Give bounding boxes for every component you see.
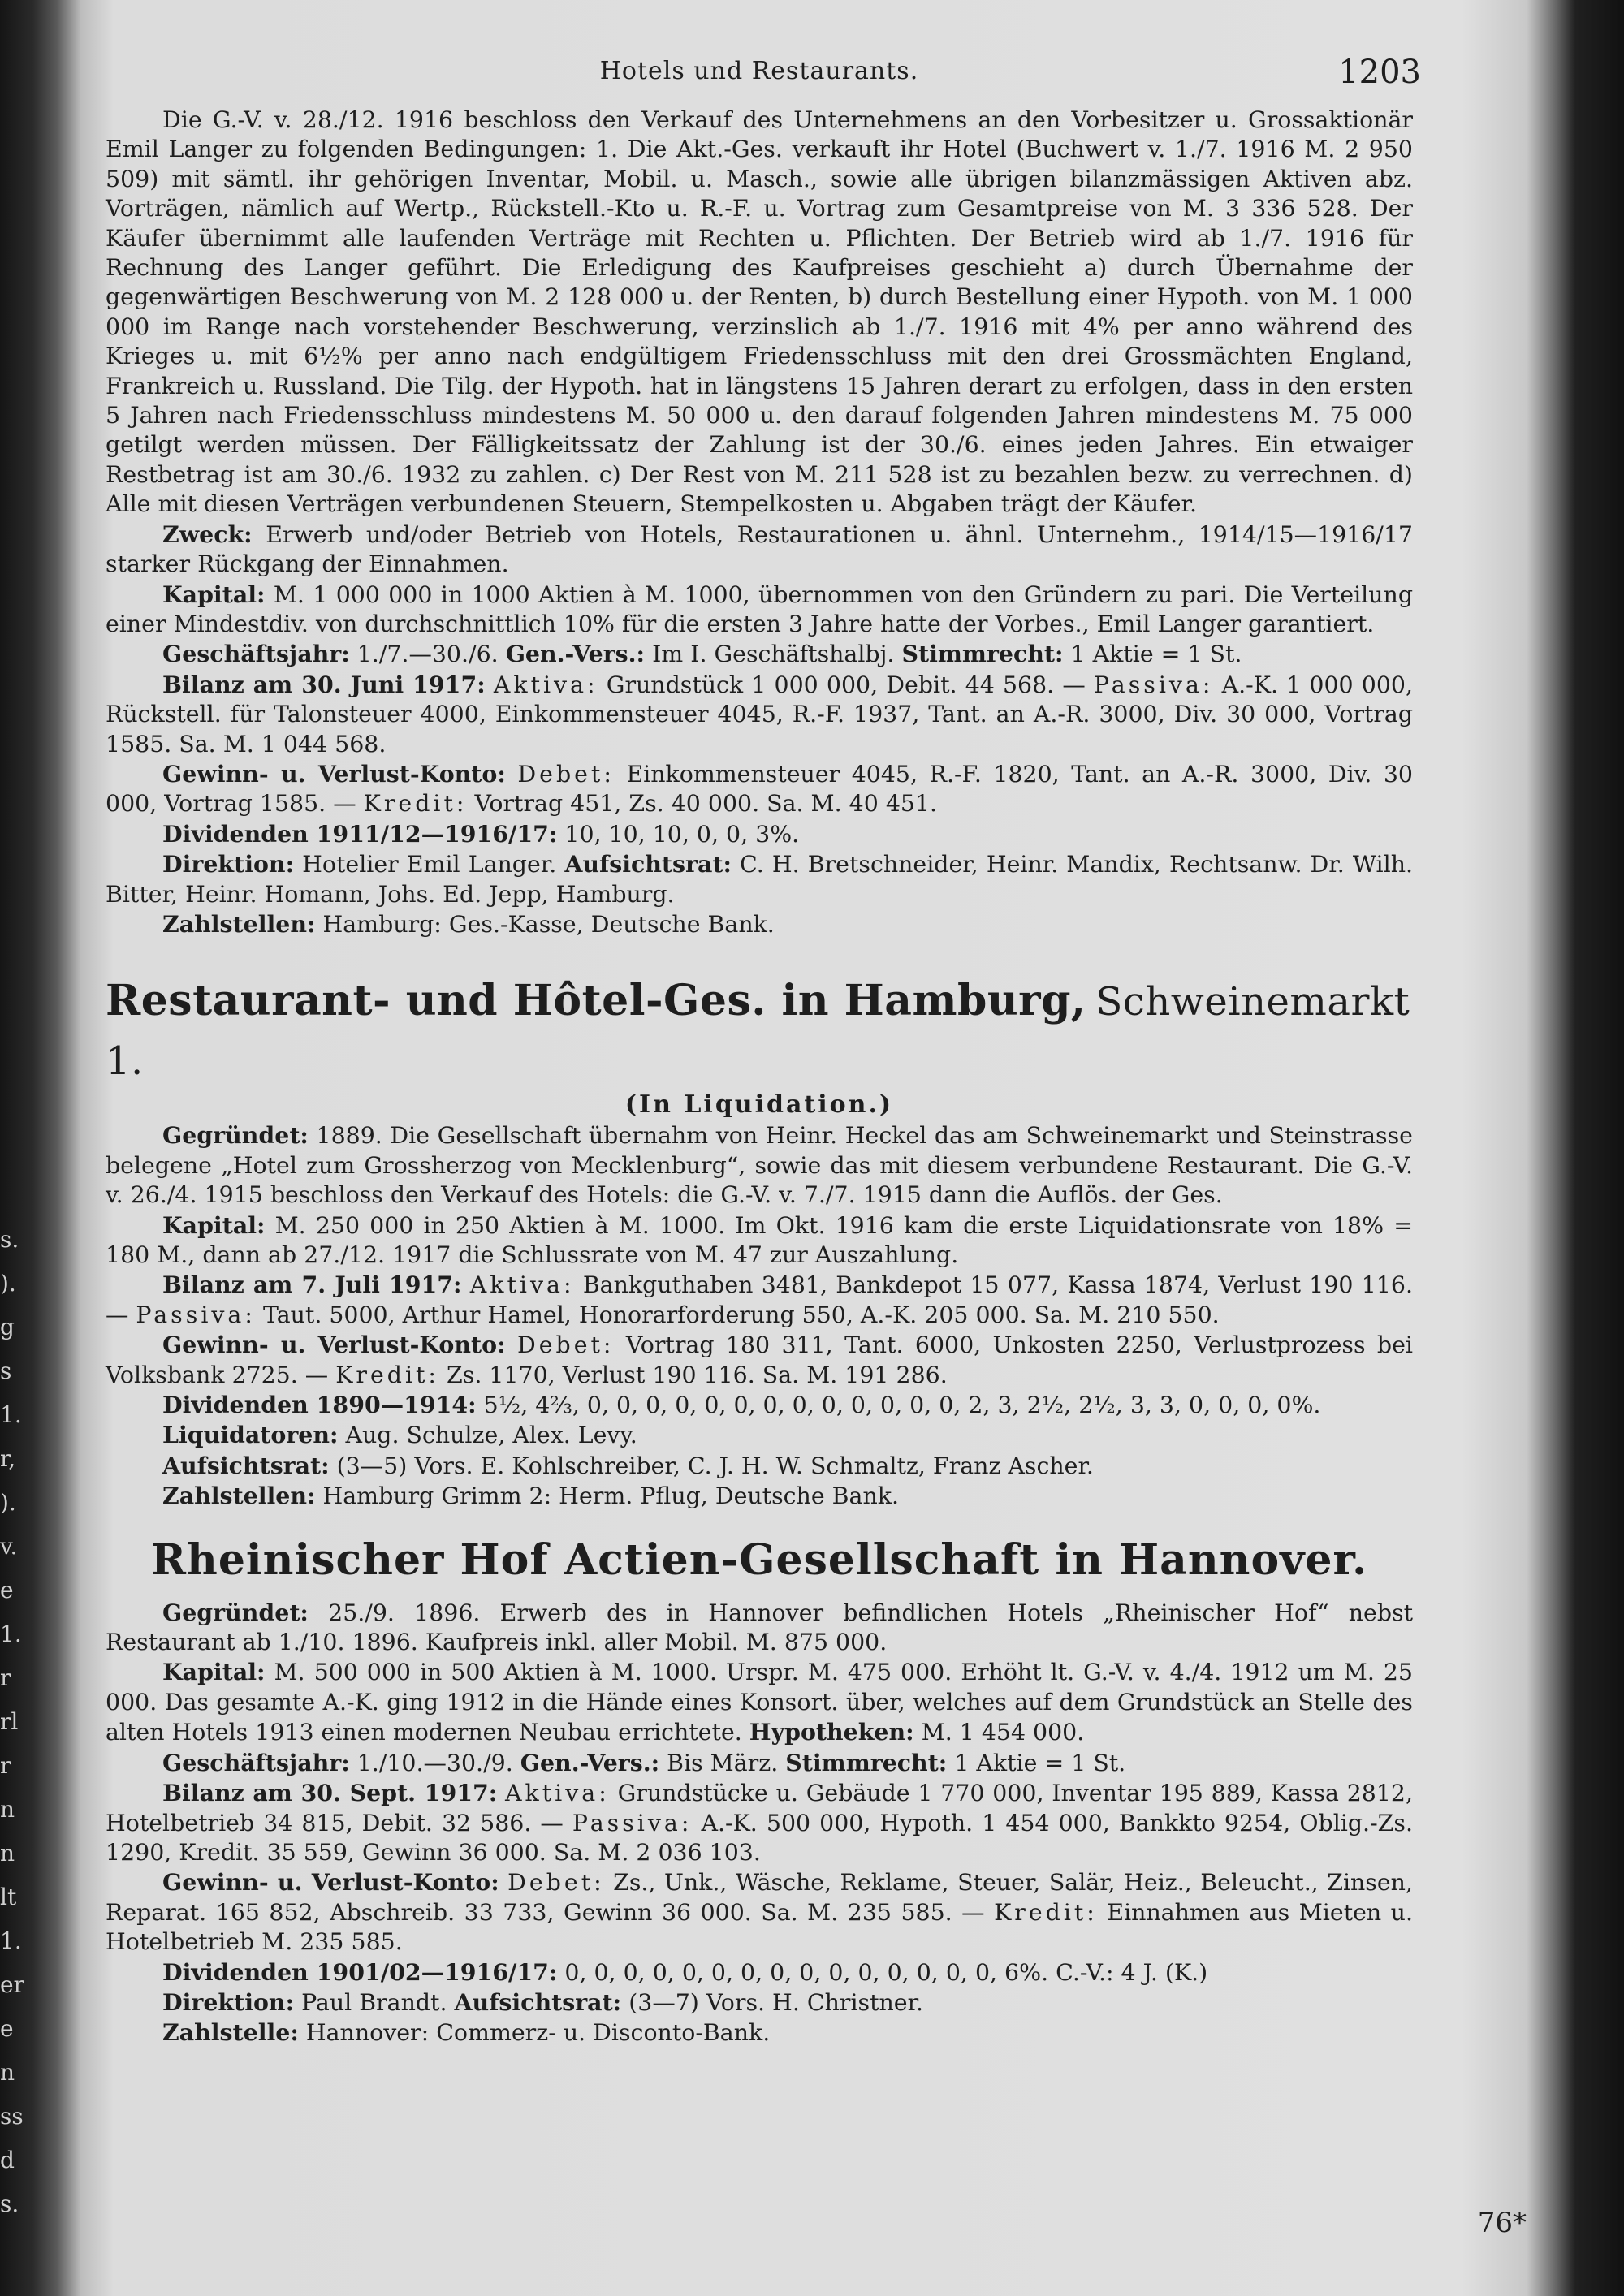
passiva-text: A.-K. 1 000 000, Rückstell. für Talonsteuer 4000, Einkommensteuer 4045, R.-F. 1937, Tant. an A.-R. 3000, Div. 30 000, Vortrag 1585. Sa. M. 1 044 568. (106, 671, 1413, 757)
gv-text: Bis März. (667, 1749, 779, 1776)
kapital-label: Kapital: (162, 1658, 266, 1686)
margin-fragment: s. (0, 2190, 19, 2217)
section1-zahlstellen (106, 909, 1413, 939)
margin-fragment: d (0, 2147, 15, 2173)
debet-text: Zs., Unk., Wäsche, Reklame, Steuer, Salär, Heiz., Beleucht., Zinsen, Reparat. 165 852, Abschreib. 33 733, Gewinn 36 000. Sa. M. 235 585. — (106, 1869, 1413, 1926)
aktiva-text: Grundstücke u. Gebäude 1 770 000, Inventar 195 889, Kassa 2812, Hotelbetrieb 34 815, Debit. 32 586. — (106, 1780, 1413, 1836)
bilanz-label: Bilanz am 30. Sept. 1917: (162, 1779, 498, 1807)
ar-label: Aufsichtsrat: (564, 850, 732, 878)
margin-fragment: 1. (0, 1621, 22, 1647)
section2-title (106, 972, 1413, 1090)
gegr-text: 1889. Die Gesellschaft übernahm von Heinr. Heckel das am Schweinemarkt und Steinstrasse belegene „Hotel zum Grossherzog von Mecklenburg“, sowie das mit diesem verbundene Restaurant. Die G.-V. v. 26./4. 1915 beschloss den Verkauf des Hotels: die G.-V. v. 7./7. 1915 dann die Auflös. der Ges. (106, 1122, 1413, 1209)
gj-label: Geschäftsjahr: (162, 640, 350, 668)
margin-fragment: e (0, 2015, 14, 2042)
gegr-label: Gegründet: (162, 1598, 309, 1626)
aktiva-text: Bankguthaben 3481, Bankdepot 15 077, Kassa 1874, Verlust 190 116. — (106, 1271, 1413, 1328)
gv-label: Gen.-Vers.: (520, 1748, 660, 1776)
bilanz-label: Bilanz am 30. Juni 1917: (162, 670, 486, 698)
kapital-label: Kapital: (162, 1211, 266, 1239)
gv-label: Gen.-Vers.: (505, 640, 646, 668)
guv-label: Gewinn- u. Verlust-Konto: (162, 759, 506, 788)
margin-fragment: r (0, 1664, 11, 1691)
stimm-label: Stimmrecht: (901, 640, 1064, 668)
ar-label: Aufsichtsrat: (162, 1451, 330, 1479)
liq-text: Aug. Schulze, Alex. Levy. (345, 1422, 637, 1449)
kredit-text: Vortrag 451, Zs. 40 000. Sa. M. 40 451. (474, 790, 938, 818)
margin-fragment: ). (0, 1270, 16, 1297)
hyp-label: Hypotheken: (749, 1718, 914, 1746)
kapital-text: M. 1 000 000 in 1000 Aktien à M. 1000, übernommen von den Gründern zu pari. Die Verteilung einer Mindestdiv. von durchschnittlich 10% für die ersten 3 Jahre hatte der Vorbes., Emil Langer garantiert. (106, 580, 1413, 637)
zweck-text: Erwerb und/oder Betrieb von Hotels, Restaurationen u. ähnl. Unternehm., 1914/15—1916/17 starker Rückgang der Einnahmen. (106, 520, 1413, 578)
direktion-text: Hotelier Emil Langer. (302, 851, 557, 878)
div-label: Dividenden 1890—1914: (162, 1391, 477, 1419)
direktion-text: Paul Brandt. (301, 1988, 447, 2016)
passiva-text: A.-K. 500 000, Hypoth. 1 454 000, Bankkto 9254, Oblig.-Zs. 1290, Kredit. 35 559, Gewinn 36 000. Sa. M. 2 036 103. (106, 1809, 1413, 1866)
passiva-text: Taut. 5000, Arthur Hamel, Honorarforderung 550, A.-K. 205 000. Sa. M. 210 550. (262, 1301, 1220, 1328)
ar-label: Aufsichtsrat: (454, 1987, 622, 2016)
section3-bilanz (106, 1778, 1413, 1867)
direktion-label: Direktion: (162, 850, 295, 878)
section2-subtitle: (In Liquidation.) (624, 1090, 894, 1120)
signature-mark: 76* (1477, 2207, 1527, 2239)
gj-text: 1./10.—30./9. (356, 1749, 513, 1776)
zahl-text: Hamburg Grimm 2: Herm. Pflug, Deutsche Bank. (322, 1482, 899, 1510)
passiva-label: Passiva: (136, 1301, 256, 1328)
margin-fragment: lt (0, 1884, 17, 1910)
gegr-label: Gegründet: (162, 1121, 309, 1150)
margin-fragment: r (0, 1752, 11, 1779)
aktiva-label: Aktiva: (505, 1780, 610, 1807)
gj-text: 1./7.—30./6. (356, 641, 499, 668)
hyp-text: M. 1 454 000. (921, 1719, 1085, 1746)
gegr-text: 25./9. 1896. Erwerb des in Hannover befindlichen Hotels „Rheinischer Hof“ nebst Restaurant ab 1./10. 1896. Kaufpreis inkl. aller Mobil. M. 875 000. (106, 1599, 1413, 1656)
section1-geschaeftsjahr (106, 639, 1413, 669)
margin-fragment: ss (0, 2103, 24, 2130)
kredit-label: Kredit: (363, 790, 468, 818)
section1-direktion (106, 849, 1413, 909)
ar-text: C. H. Bretschneider, Heinr. Mandix, Rechtsanw. Dr. Wilh. Bitter, Heinr. Homann, Johs. Ed. Jepp, Hamburg. (106, 851, 1414, 908)
div-label: Dividenden 1911/12—1916/17: (162, 819, 558, 848)
kapital-label: Kapital: (162, 580, 266, 608)
passiva-label: Passiva: (1093, 671, 1214, 698)
div-text: 5½, 4⅔, 0, 0, 0, 0, 0, 0, 0, 0, 0, 0, 0, 0, 0, 2, 3, 2½, 2½, 3, 3, 0, 0, 0, 0%. (483, 1392, 1321, 1419)
company-address: Schweinemarkt 1. (106, 979, 1410, 1085)
section1-bilanz (106, 670, 1413, 759)
passiva-label: Passiva: (572, 1809, 693, 1836)
section1-dividenden (106, 819, 1413, 849)
section3-dividenden (106, 1957, 1413, 1987)
section2-bilanz (106, 1270, 1413, 1330)
section1-intro: Die G.-V. v. 28./12. 1916 beschloss den Verkauf des Unternehmens an den Vorbesitzer u. Grossaktionär Emil Langer zu folgenden Bedingungen: 1. Die Akt.-Ges. verkauft ihr Hotel (Buchwert v. 1./7. 1916 M. 2 950 509) mit sämtl. ihr gehörigen Inventar, Mobil. u. Masch., sowie alle übrigen bilanzmässigen Aktiven abz. Vorträgen, nämlich auf Wertp., Rückstell.-Kto u. R.-F. u. Vortrag zum Gesamtpreise von M. 3 336 528. Der Käufer übernimmt alle laufenden Verträge mit Rechten u. Pflichten. Der Betrieb wird ab 1./7. 1916 für Rechnung des Langer geführt. Die Erledigung des Kaufpreises geschieht a) durch Übernahme der gegenwärtigen Beschwerung von M. 2 128 000 u. der Renten, b) durch Bestellung einer Hypoth. von M. 1 000 000 im Range nach vorstehender Beschwerung, verzinslich ab 1./7. 1916 mit 4% per anno während des Krieges u. mit 6½% per anno nach endgültigem Friedensschluss mit den drei Grossmächten England, Frankreich u. Russland. Die Tilg. der Hypoth. hat in längstens 15 Jahren derart zu erfolgen, dass in den ersten 5 Jahren nach Friedensschluss mindestens M. 50 000 u. den darauf folgenden Jahren mindestens M. 75 000 getilgt werden müssen. Der Fälligkeitssatz der Zahlung ist der 30./6. eines jeden Jahres. Ein etwaiger Restbetrag ist am 30./6. 1932 zu zahlen. c) Der Rest von M. 211 528 ist zu bezahlen bezw. zu verrechnen. d) Alle mit diesen Verträgen verbundenen Steuern, Stempelkosten u. Abgaben trägt der Käufer. (106, 106, 1413, 518)
debet-text: Einkommensteuer 4045, R.-F. 1820, Tant. an A.-R. 3000, Div. 30 000, Vortrag 1585. — (106, 760, 1413, 818)
kredit-text: Einnahmen aus Mieten u. Hotelbetrieb M. 235 585. (106, 1898, 1413, 1956)
section1-zweck (106, 520, 1413, 580)
margin-fragment: g (0, 1314, 15, 1340)
zahl-label: Zahlstellen: (162, 1482, 316, 1510)
stimm-text: 1 Aktie = 1 St. (954, 1749, 1126, 1776)
section3-zahlstelle (106, 2018, 1413, 2048)
section1-kapital (106, 580, 1413, 640)
ar-text: (3—7) Vors. H. Christner. (628, 1988, 924, 2016)
ar-text: (3—5) Vors. E. Kohlschreiber, C. J. H. W. Schmaltz, Franz Ascher. (336, 1452, 1094, 1479)
section3-kapital (106, 1657, 1413, 1747)
page-number: 1203 (1338, 54, 1421, 91)
section3-direktion (106, 1987, 1413, 2018)
gv-text: Im I. Geschäftshalbj. (652, 641, 895, 668)
section2-aufsichtsrat (106, 1451, 1413, 1481)
section2-dividenden (106, 1390, 1413, 1420)
running-head (106, 49, 1421, 106)
kapital-text: M. 500 000 in 500 Aktien à M. 1000. Urspr. M. 475 000. Erhöht lt. G.-V. v. 4./4. 1912 um M. 25 000. Das gesamte A.-K. ging 1912 in die Hände eines Konsort. über, welches auf dem Grundstück an Stelle des alten Hotels 1913 einen modernen Neubau errichtete. (106, 1659, 1413, 1746)
zahl-label: Zahlstellen: (162, 909, 316, 938)
aktiva-text: Grundstück 1 000 000, Debit. 44 568. — (606, 671, 1086, 698)
section2-guv (106, 1330, 1413, 1390)
zweck-label: Zweck: (162, 520, 253, 548)
div-label: Dividenden 1901/02—1916/17: (162, 1957, 558, 1986)
section2-kapital (106, 1211, 1413, 1271)
margin-fragment: s (0, 1357, 12, 1384)
margin-fragment: 1. (0, 1927, 22, 1954)
stimm-label: Stimmrecht: (785, 1748, 948, 1776)
company-name: Restaurant- und Hôtel-Ges. in Hamburg, (106, 976, 1086, 1026)
margin-fragment: r, (0, 1445, 16, 1472)
section3-gegruendet (106, 1598, 1413, 1658)
debet-label: Debet: (516, 1331, 615, 1359)
document-page (106, 49, 1421, 2273)
guv-label: Gewinn- u. Verlust-Konto: (162, 1868, 499, 1897)
section1-guv (106, 759, 1413, 819)
margin-fragment: rl (0, 1708, 19, 1735)
div-text: 0, 0, 0, 0, 0, 0, 0, 0, 0, 0, 0, 0, 0, 0, 0, 6%. C.-V.: 4 J. (K.) (564, 1958, 1208, 1986)
margin-fragment: n (0, 1840, 15, 1867)
section3-title: Rheinischer Hof Actien-Gesellschaft in Hannover. (150, 1534, 1368, 1585)
stimm-text: 1 Aktie = 1 St. (1070, 641, 1242, 668)
gj-label: Geschäftsjahr: (162, 1748, 350, 1776)
margin-fragment: n (0, 2059, 15, 2086)
zahl-text: Hamburg: Ges.-Kasse, Deutsche Bank. (322, 910, 775, 938)
kredit-label: Kredit: (994, 1898, 1098, 1926)
debet-label: Debet: (517, 760, 615, 788)
aktiva-label: Aktiva: (469, 1271, 575, 1299)
kredit-label: Kredit: (335, 1361, 439, 1388)
liq-label: Liquidatoren: (162, 1421, 339, 1449)
aktiva-label: Aktiva: (493, 671, 598, 698)
kredit-text: Zs. 1170, Verlust 190 116. Sa. M. 191 286. (447, 1361, 948, 1388)
section2-liquidatoren (106, 1420, 1413, 1450)
guv-label: Gewinn- u. Verlust-Konto: (162, 1331, 506, 1359)
bilanz-label: Bilanz am 7. Juli 1917: (162, 1271, 462, 1299)
zahl-label: Zahlstelle: (162, 2018, 299, 2047)
margin-fragment: v. (0, 1533, 18, 1560)
margin-fragment: 1. (0, 1401, 22, 1428)
margin-fragment: er (0, 1971, 24, 1998)
kapital-text: M. 250 000 in 250 Aktien à M. 1000. Im Okt. 1916 kam die erste Liquidationsrate von 18% = 180 M., dann ab 27./12. 1917 die Schlussrate von M. 47 zur Auszahlung. (106, 1211, 1413, 1268)
section2-gegruendet (106, 1120, 1413, 1210)
debet-label: Debet: (508, 1869, 605, 1897)
div-text: 10, 10, 10, 0, 0, 3%. (564, 820, 800, 848)
debet-text: Vortrag 180 311, Tant. 6000, Unkosten 2250, Verlustprozess bei Volksbank 2725. — (106, 1331, 1413, 1388)
section2-zahlstellen (106, 1481, 1413, 1511)
margin-fragment: s. (0, 1226, 19, 1253)
running-title: Hotels und Restaurants. (599, 57, 919, 85)
margin-fragment: e (0, 1577, 14, 1603)
margin-fragment: ). (0, 1489, 16, 1516)
zahl-text: Hannover: Commerz- u. Disconto-Bank. (305, 2019, 771, 2047)
margin-fragment: n (0, 1796, 15, 1823)
section3-guv (106, 1867, 1413, 1957)
left-margin-bleed (0, 1218, 73, 2217)
direktion-label: Direktion: (162, 1987, 295, 2016)
section3-geschaeftsjahr (106, 1748, 1413, 1778)
